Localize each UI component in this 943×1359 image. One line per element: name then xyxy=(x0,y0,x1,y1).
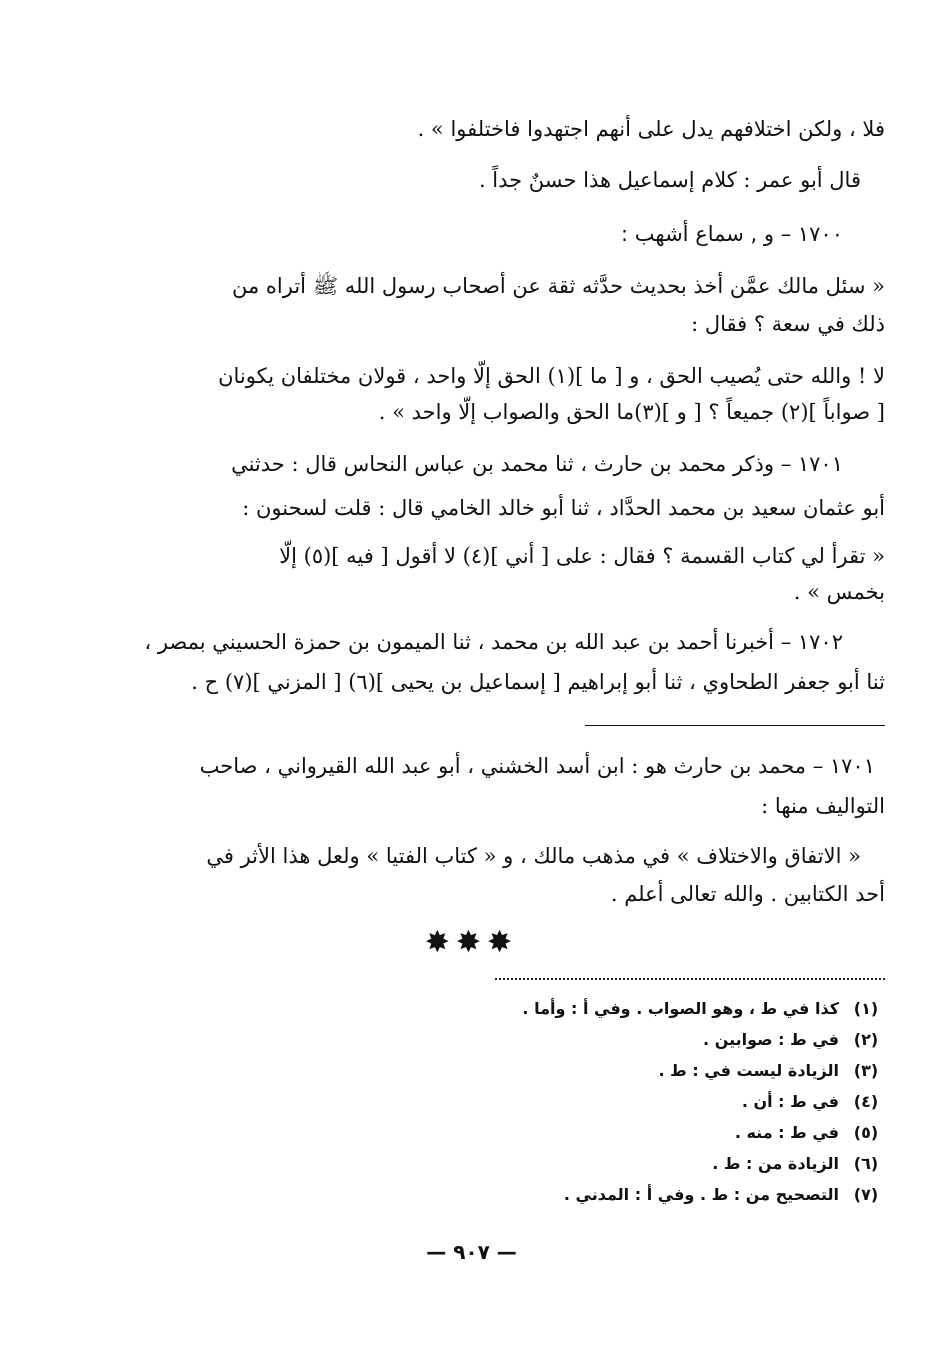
body-line: ثنا أبو جعفر الطحاوي ، ثنا أبو إبراهيم [ إسماعيل بن يحيى ](٦) [ المزني ](٧) ح . xyxy=(191,670,885,694)
section-stars-ornament: ✸✸✸ xyxy=(424,925,519,960)
footnote-item xyxy=(185,1122,885,1144)
footnote-item xyxy=(185,1184,885,1206)
footnote-item xyxy=(185,1091,885,1113)
footnote-text: الزيادة من : ط . xyxy=(712,1154,839,1173)
footnote-number: (٣) xyxy=(853,1061,879,1080)
footnote-number: (٤) xyxy=(853,1092,879,1111)
footnote-text: الزيادة ليست في : ط . xyxy=(658,1061,839,1080)
body-line: لا ! والله حتى يُصيب الحق ، و [ ما ](١) الحق إلّا واحد ، قولان مختلفان يكونان xyxy=(218,364,885,388)
footnote-text: كذا في ط ، وهو الصواب . وفي أ : وأما . xyxy=(522,999,839,1018)
footnote-text: في ط : صوابين . xyxy=(703,1030,839,1049)
footnote-text: التصحيح من : ط . وفي أ : المدني . xyxy=(563,1185,839,1204)
entry-heading-1700: ١٧٠٠ – و , سماع أشهب : xyxy=(621,222,843,246)
footnote-number: (١) xyxy=(853,999,879,1018)
footnote-number: (٧) xyxy=(853,1185,879,1204)
note-heading-1701: ١٧٠١ – محمد بن حارث هو : ابن أسد الخشني ، أبو عبد الله القيرواني ، صاحب xyxy=(199,754,875,778)
body-line: [ صواباً ](٢) جميعاً ؟ [ و ](٣)ما الحق والصواب إلّا واحد » . xyxy=(378,400,885,424)
note-line: أحد الكتابين . والله تعالى أعلم . xyxy=(610,882,885,906)
note-line: « الاتفاق والاختلاف » في مذهب مالك ، و « كتاب الفتيا » ولعل هذا الأثر في xyxy=(206,844,861,868)
footnote-separator xyxy=(495,978,885,980)
entry-heading-1701: ١٧٠١ – وذكر محمد بن حارث ، ثنا محمد بن عباس النحاس قال : حدثني xyxy=(231,452,843,476)
footnote-number: (٢) xyxy=(853,1030,879,1049)
footnote-number: (٥) xyxy=(853,1123,879,1142)
body-line: بخمس » . xyxy=(793,580,885,604)
footnote-item xyxy=(185,1060,885,1082)
note-line: التواليف منها : xyxy=(761,794,885,818)
footnote-item xyxy=(185,998,885,1020)
body-line: ذلك في سعة ؟ فقال : xyxy=(691,312,885,336)
body-line: أبو عثمان سعيد بن محمد الحدَّاد ، ثنا أبو خالد الخامي قال : قلت لسحنون : xyxy=(242,496,885,520)
footnote-number: (٦) xyxy=(853,1154,879,1173)
body-line: « سئل مالك عمَّن أخذ بحديث حدَّثه ثقة عن أصحاب رسول الله ﷺ أتراه من xyxy=(232,274,885,298)
body-line: فلا ، ولكن اختلافهم يدل على أنهم اجتهدوا فاختلفوا » . xyxy=(417,117,885,141)
footnote-text: في ط : منه . xyxy=(734,1123,839,1142)
entry-heading-1702: ١٧٠٢ – أخبرنا أحمد بن عبد الله بن محمد ، ثنا الميمون بن حمزة الحسيني بمصر ، xyxy=(144,630,843,654)
separator-rule xyxy=(585,725,885,726)
footnote-item xyxy=(185,1153,885,1175)
body-line: قال أبو عمر : كلام إسماعيل هذا حسنٌ جداً . xyxy=(478,168,861,192)
body-line: « تقرأ لي كتاب القسمة ؟ فقال : على [ أني ](٤) لا أقول [ فيه ](٥) إلّا xyxy=(279,544,885,568)
page-number: — ٩٠٧ — xyxy=(426,1240,517,1264)
footnote-item xyxy=(185,1029,885,1051)
footnote-text: في ط : أن . xyxy=(741,1092,839,1111)
